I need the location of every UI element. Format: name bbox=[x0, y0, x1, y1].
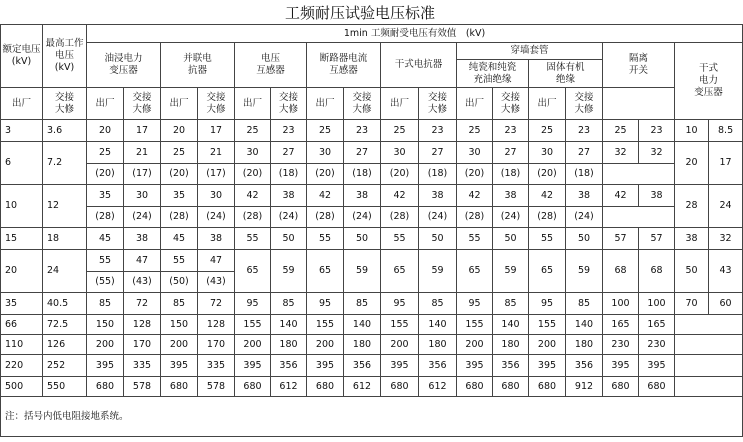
table-cell: 68 bbox=[639, 250, 675, 293]
table-cell: 95 bbox=[457, 293, 493, 315]
table-cell: 23 bbox=[344, 120, 381, 142]
table-cell-empty bbox=[675, 355, 743, 377]
table-cell: (20) bbox=[161, 164, 198, 185]
table-cell: 38 bbox=[639, 185, 675, 207]
table-cell: (24) bbox=[344, 207, 381, 228]
header-dry-reactor: 干式电抗器 bbox=[381, 43, 457, 88]
table-cell: 128 bbox=[198, 315, 235, 335]
subheader-factory: 出厂 bbox=[457, 88, 493, 120]
table-cell: 60 bbox=[709, 293, 743, 315]
table-cell: (18) bbox=[566, 164, 603, 185]
table-cell: 24 bbox=[709, 185, 743, 228]
table-cell: 57 bbox=[603, 228, 639, 250]
table-cell: 230 bbox=[639, 335, 675, 355]
table-row bbox=[1, 142, 743, 164]
cell-rated-voltage: 6 bbox=[1, 142, 43, 185]
table-cell: 356 bbox=[271, 355, 307, 377]
table-cell: 72 bbox=[198, 293, 235, 315]
table-cell: 912 bbox=[566, 377, 603, 397]
cell-max-voltage: 3.6 bbox=[43, 120, 87, 142]
table-cell: 30 bbox=[307, 142, 344, 164]
table-cell: 395 bbox=[307, 355, 344, 377]
table-cell: 38 bbox=[198, 228, 235, 250]
table-cell: 170 bbox=[198, 335, 235, 355]
table-cell: 17 bbox=[124, 120, 161, 142]
table-cell: 25 bbox=[161, 142, 198, 164]
table-cell: (18) bbox=[271, 164, 307, 185]
table-cell: 65 bbox=[235, 250, 271, 293]
table-cell: 55 bbox=[381, 228, 419, 250]
table-cell: 35 bbox=[87, 185, 124, 207]
table-cell: 50 bbox=[271, 228, 307, 250]
table-cell: 200 bbox=[457, 335, 493, 355]
table-cell: 395 bbox=[639, 355, 675, 377]
cell-max-voltage: 72.5 bbox=[43, 315, 87, 335]
subheader-overhaul: 交接 大修 bbox=[198, 88, 235, 120]
table-cell: 59 bbox=[419, 250, 457, 293]
header-span: 1min 工频耐受电压有效值 (kV) bbox=[87, 25, 743, 43]
cell-max-voltage: 24 bbox=[43, 250, 87, 293]
cell-max-voltage: 40.5 bbox=[43, 293, 87, 315]
table-cell: 395 bbox=[603, 355, 639, 377]
table-cell: 95 bbox=[381, 293, 419, 315]
subheader-overhaul: 交接 大修 bbox=[566, 88, 603, 120]
table-cell: 100 bbox=[639, 293, 675, 315]
table-cell: 10 bbox=[675, 120, 709, 142]
subheader-factory: 出厂 bbox=[529, 88, 566, 120]
table-cell: 680 bbox=[529, 377, 566, 397]
table-cell: (24) bbox=[124, 207, 161, 228]
table-cell: 42 bbox=[381, 185, 419, 207]
cell-rated-voltage: 20 bbox=[1, 250, 43, 293]
table-cell: (18) bbox=[419, 164, 457, 185]
table-row bbox=[1, 250, 743, 272]
voltage-standard-table bbox=[0, 24, 743, 437]
table-cell: 21 bbox=[198, 142, 235, 164]
table-cell: 47 bbox=[198, 250, 235, 272]
table-cell: 8.5 bbox=[709, 120, 743, 142]
table-cell: (20) bbox=[307, 164, 344, 185]
table-cell: 42 bbox=[235, 185, 271, 207]
table-cell: 38 bbox=[419, 185, 457, 207]
table-cell: 25 bbox=[529, 120, 566, 142]
table-cell: 680 bbox=[639, 377, 675, 397]
table-row bbox=[1, 293, 743, 315]
table-cell: 55 bbox=[529, 228, 566, 250]
table-cell: 335 bbox=[124, 355, 161, 377]
table-cell: 59 bbox=[493, 250, 529, 293]
table-cell: 50 bbox=[493, 228, 529, 250]
table-cell: (28) bbox=[161, 207, 198, 228]
subheader-overhaul: 交接 大修 bbox=[344, 88, 381, 120]
table-cell: 30 bbox=[198, 185, 235, 207]
table-cell: 85 bbox=[87, 293, 124, 315]
table-cell: 50 bbox=[419, 228, 457, 250]
table-cell: 155 bbox=[235, 315, 271, 335]
table-cell: 38 bbox=[493, 185, 529, 207]
table-cell: 155 bbox=[529, 315, 566, 335]
table-cell: 45 bbox=[87, 228, 124, 250]
table-cell: 85 bbox=[493, 293, 529, 315]
table-cell: (17) bbox=[124, 164, 161, 185]
table-cell: 35 bbox=[161, 185, 198, 207]
cell-rated-voltage: 35 bbox=[1, 293, 43, 315]
page-title: 工频耐压试验电压标准 bbox=[284, 4, 435, 22]
table-cell: 17 bbox=[198, 120, 235, 142]
table-cell: (18) bbox=[493, 164, 529, 185]
table-cell: 38 bbox=[271, 185, 307, 207]
table-cell: 578 bbox=[124, 377, 161, 397]
table-cell-empty bbox=[675, 315, 743, 335]
table-cell: 50 bbox=[675, 250, 709, 293]
table-cell: 180 bbox=[271, 335, 307, 355]
table-cell: 150 bbox=[87, 315, 124, 335]
table-cell: 356 bbox=[566, 355, 603, 377]
table-row bbox=[1, 377, 743, 397]
table-cell: 680 bbox=[235, 377, 271, 397]
cell-rated-voltage: 500 bbox=[1, 377, 43, 397]
table-note: 注：括号内低电阻接地系统。 bbox=[1, 397, 743, 437]
table-row bbox=[1, 164, 743, 185]
table-cell: 20 bbox=[675, 142, 709, 185]
table-cell: 200 bbox=[529, 335, 566, 355]
table-cell: 25 bbox=[381, 120, 419, 142]
cell-max-voltage: 550 bbox=[43, 377, 87, 397]
table-cell: 68 bbox=[603, 250, 639, 293]
header-rated-voltage: 额定电压 (kV) bbox=[1, 25, 43, 88]
table-cell: 85 bbox=[566, 293, 603, 315]
subheader-factory: 出厂 bbox=[1, 88, 43, 120]
table-cell: 47 bbox=[124, 250, 161, 272]
table-cell: 23 bbox=[493, 120, 529, 142]
table-cell: (24) bbox=[493, 207, 529, 228]
table-cell: (24) bbox=[198, 207, 235, 228]
table-cell: 32 bbox=[709, 228, 743, 250]
table-cell: 155 bbox=[381, 315, 419, 335]
table-cell-empty bbox=[675, 377, 743, 397]
table-cell: 95 bbox=[235, 293, 271, 315]
cell-rated-voltage: 110 bbox=[1, 335, 43, 355]
subheader-overhaul: 交接 大修 bbox=[271, 88, 307, 120]
table-cell: 55 bbox=[87, 250, 124, 272]
table-cell: 23 bbox=[639, 120, 675, 142]
header-voltage-transformer: 电压 互感器 bbox=[235, 43, 307, 88]
table-cell: 395 bbox=[161, 355, 198, 377]
table-cell: 50 bbox=[344, 228, 381, 250]
table-cell: 43 bbox=[709, 250, 743, 293]
table-cell: 200 bbox=[307, 335, 344, 355]
table-cell: 25 bbox=[457, 120, 493, 142]
table-cell: (43) bbox=[198, 272, 235, 293]
table-cell: (18) bbox=[344, 164, 381, 185]
table-cell: (28) bbox=[529, 207, 566, 228]
header-breaker-ct: 断路器电流 互感器 bbox=[307, 43, 381, 88]
table-cell: 612 bbox=[271, 377, 307, 397]
table-cell: 20 bbox=[161, 120, 198, 142]
table-cell: 57 bbox=[639, 228, 675, 250]
table-cell: 165 bbox=[603, 315, 639, 335]
table-cell: (28) bbox=[235, 207, 271, 228]
cell-max-voltage: 18 bbox=[43, 228, 87, 250]
table-cell: 200 bbox=[235, 335, 271, 355]
table-cell: 680 bbox=[381, 377, 419, 397]
table-cell: (20) bbox=[87, 164, 124, 185]
table-cell: 32 bbox=[639, 142, 675, 164]
table-cell: 25 bbox=[603, 120, 639, 142]
table-row bbox=[1, 185, 743, 207]
table-cell: 680 bbox=[493, 377, 529, 397]
table-cell: 85 bbox=[419, 293, 457, 315]
table-cell: 578 bbox=[198, 377, 235, 397]
table-row bbox=[1, 315, 743, 335]
table-cell: 42 bbox=[307, 185, 344, 207]
table-cell: (28) bbox=[307, 207, 344, 228]
table-cell: 140 bbox=[419, 315, 457, 335]
table-cell: 65 bbox=[457, 250, 493, 293]
table-cell: 38 bbox=[566, 185, 603, 207]
table-cell: 65 bbox=[381, 250, 419, 293]
table-cell: (24) bbox=[419, 207, 457, 228]
table-cell: 30 bbox=[235, 142, 271, 164]
subheader-factory: 出厂 bbox=[307, 88, 344, 120]
table-cell: 55 bbox=[161, 250, 198, 272]
table-cell: 55 bbox=[457, 228, 493, 250]
table-cell: 27 bbox=[566, 142, 603, 164]
table-cell: 32 bbox=[603, 142, 639, 164]
table-cell: 140 bbox=[271, 315, 307, 335]
table-cell: 27 bbox=[344, 142, 381, 164]
table-cell: 23 bbox=[566, 120, 603, 142]
table-cell: 612 bbox=[344, 377, 381, 397]
table-cell: 59 bbox=[344, 250, 381, 293]
table-cell: 17 bbox=[709, 142, 743, 185]
table-cell: 38 bbox=[124, 228, 161, 250]
table-cell: 72 bbox=[124, 293, 161, 315]
table-cell: 38 bbox=[344, 185, 381, 207]
table-cell: 65 bbox=[307, 250, 344, 293]
table-cell: 180 bbox=[566, 335, 603, 355]
table-cell: 59 bbox=[271, 250, 307, 293]
cell-max-voltage: 126 bbox=[43, 335, 87, 355]
table-cell: 85 bbox=[271, 293, 307, 315]
table-cell: 55 bbox=[235, 228, 271, 250]
table-cell: 356 bbox=[344, 355, 381, 377]
table-cell: 140 bbox=[566, 315, 603, 335]
table-cell: (55) bbox=[87, 272, 124, 293]
table-row bbox=[1, 335, 743, 355]
table-cell: 21 bbox=[124, 142, 161, 164]
table-cell: 395 bbox=[457, 355, 493, 377]
table-cell: 20 bbox=[87, 120, 124, 142]
table-cell: 30 bbox=[381, 142, 419, 164]
table-cell: (50) bbox=[161, 272, 198, 293]
cell-max-voltage: 7.2 bbox=[43, 142, 87, 185]
table-cell: 59 bbox=[566, 250, 603, 293]
cell-rated-voltage: 220 bbox=[1, 355, 43, 377]
table-cell: 28 bbox=[675, 185, 709, 228]
table-cell: 180 bbox=[419, 335, 457, 355]
header-dry-transformer: 干式 电力 变压器 bbox=[675, 43, 743, 120]
table-cell: (43) bbox=[124, 272, 161, 293]
table-cell: 45 bbox=[161, 228, 198, 250]
table-cell: 23 bbox=[419, 120, 457, 142]
table-cell: 50 bbox=[566, 228, 603, 250]
table-cell: 25 bbox=[87, 142, 124, 164]
table-cell: 170 bbox=[124, 335, 161, 355]
cell-max-voltage: 252 bbox=[43, 355, 87, 377]
table-row bbox=[1, 228, 743, 250]
header-shunt-reactor: 并联电 抗器 bbox=[161, 43, 235, 88]
table-row bbox=[1, 355, 743, 377]
table-cell: 155 bbox=[457, 315, 493, 335]
table-cell: 128 bbox=[124, 315, 161, 335]
table-cell: (28) bbox=[457, 207, 493, 228]
table-cell: 27 bbox=[419, 142, 457, 164]
table-cell: 200 bbox=[161, 335, 198, 355]
table-cell: 335 bbox=[198, 355, 235, 377]
cell-rated-voltage: 3 bbox=[1, 120, 43, 142]
table-cell: 38 bbox=[675, 228, 709, 250]
subheader-overhaul: 交接 大修 bbox=[419, 88, 457, 120]
table-cell: 680 bbox=[161, 377, 198, 397]
cell-rated-voltage: 66 bbox=[1, 315, 43, 335]
table-cell: 200 bbox=[381, 335, 419, 355]
table-cell: 612 bbox=[419, 377, 457, 397]
table-cell: 140 bbox=[344, 315, 381, 335]
table-cell-empty bbox=[675, 335, 743, 355]
table-cell: 55 bbox=[307, 228, 344, 250]
table-cell: (24) bbox=[271, 207, 307, 228]
cell-rated-voltage: 10 bbox=[1, 185, 43, 228]
table-cell: (20) bbox=[457, 164, 493, 185]
table-cell: (24) bbox=[566, 207, 603, 228]
table-cell: 30 bbox=[124, 185, 161, 207]
table-cell: 30 bbox=[529, 142, 566, 164]
subheader-factory: 出厂 bbox=[161, 88, 198, 120]
table-cell: (28) bbox=[87, 207, 124, 228]
table-cell: 200 bbox=[87, 335, 124, 355]
subheader-factory: 出厂 bbox=[381, 88, 419, 120]
table-cell: (28) bbox=[381, 207, 419, 228]
table-cell: 180 bbox=[344, 335, 381, 355]
header-isolator: 隔离 开关 bbox=[603, 43, 675, 88]
table-row bbox=[1, 207, 743, 228]
header-bushing: 穿墙套管 bbox=[457, 43, 603, 60]
header-oil-transformer: 油浸电力 变压器 bbox=[87, 43, 161, 88]
table-cell: 356 bbox=[493, 355, 529, 377]
table-cell: (20) bbox=[529, 164, 566, 185]
table-cell: 42 bbox=[603, 185, 639, 207]
table-cell: 180 bbox=[493, 335, 529, 355]
table-cell: (20) bbox=[381, 164, 419, 185]
subheader-factory: 出厂 bbox=[87, 88, 124, 120]
subheader-overhaul: 交接 大修 bbox=[124, 88, 161, 120]
table-cell: 356 bbox=[419, 355, 457, 377]
table-cell: 230 bbox=[603, 335, 639, 355]
table-cell: 95 bbox=[307, 293, 344, 315]
header-bushing-pure: 纯瓷和纯瓷 充油绝缘 bbox=[457, 60, 529, 88]
table-cell: 27 bbox=[493, 142, 529, 164]
table-cell: 150 bbox=[161, 315, 198, 335]
table-cell: 680 bbox=[457, 377, 493, 397]
table-cell: 70 bbox=[675, 293, 709, 315]
table-cell: 395 bbox=[87, 355, 124, 377]
table-cell: (17) bbox=[198, 164, 235, 185]
subheader-factory: 出厂 bbox=[235, 88, 271, 120]
cell-rated-voltage: 15 bbox=[1, 228, 43, 250]
table-cell: 395 bbox=[529, 355, 566, 377]
table-cell: 42 bbox=[457, 185, 493, 207]
table-cell: 23 bbox=[271, 120, 307, 142]
table-cell: 30 bbox=[457, 142, 493, 164]
table-cell: 395 bbox=[381, 355, 419, 377]
table-cell: 85 bbox=[161, 293, 198, 315]
table-cell: 680 bbox=[603, 377, 639, 397]
subheader-overhaul: 交接 大修 bbox=[493, 88, 529, 120]
table-cell: 27 bbox=[271, 142, 307, 164]
table-cell: 25 bbox=[307, 120, 344, 142]
table-cell: 395 bbox=[235, 355, 271, 377]
header-bushing-solid: 固体有机 绝缘 bbox=[529, 60, 603, 88]
table-cell: 65 bbox=[529, 250, 566, 293]
table-cell: 95 bbox=[529, 293, 566, 315]
table-row bbox=[1, 120, 743, 142]
table-cell: 680 bbox=[307, 377, 344, 397]
subheader-overhaul: 交接 大修 bbox=[43, 88, 87, 120]
table-cell: 25 bbox=[235, 120, 271, 142]
cell-max-voltage: 12 bbox=[43, 185, 87, 228]
table-cell: 165 bbox=[639, 315, 675, 335]
table-cell: 155 bbox=[307, 315, 344, 335]
table-cell: 42 bbox=[529, 185, 566, 207]
table-cell: 85 bbox=[344, 293, 381, 315]
header-max-voltage: 最高工作 电压 (kV) bbox=[43, 25, 87, 88]
table-cell: 100 bbox=[603, 293, 639, 315]
table-cell: 680 bbox=[87, 377, 124, 397]
table-cell: 140 bbox=[493, 315, 529, 335]
table-cell: (20) bbox=[235, 164, 271, 185]
